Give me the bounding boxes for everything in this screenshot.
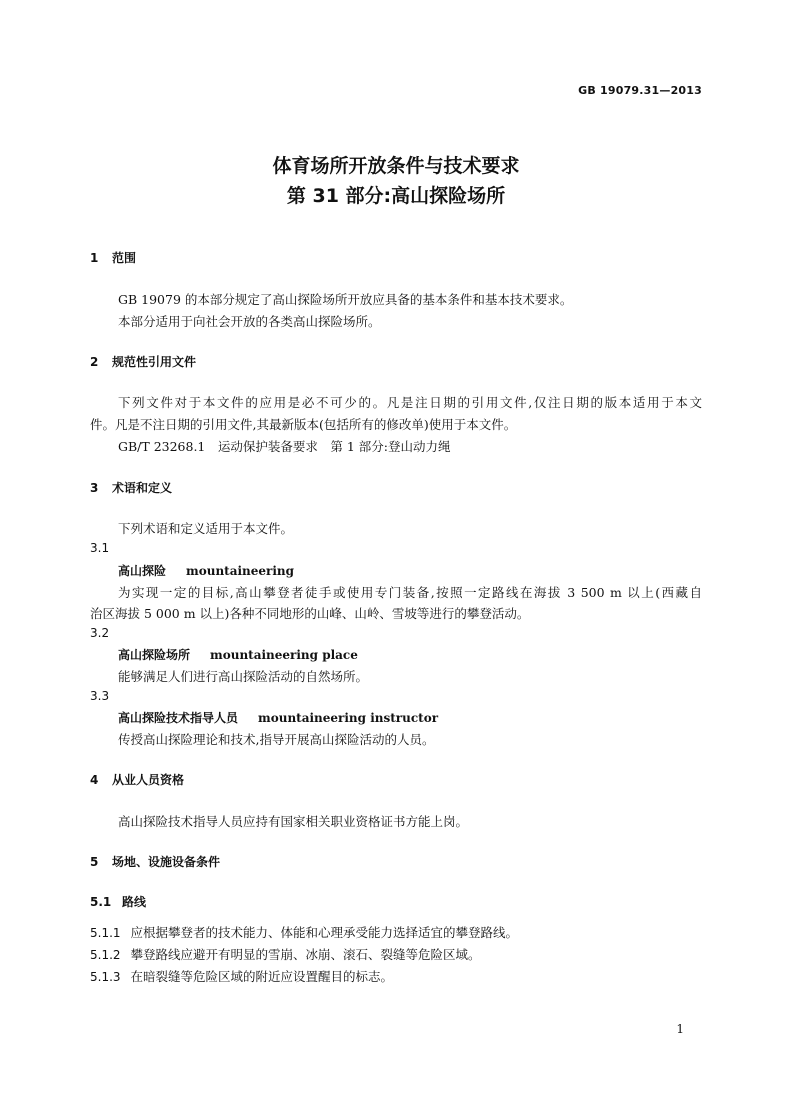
section-number: 4 [90, 773, 99, 787]
section-2-heading [90, 353, 196, 370]
paragraph: 本部分适用于向社会开放的各类高山探险场所。 [118, 314, 381, 329]
section-3-heading [90, 479, 172, 496]
section-1-heading [90, 249, 136, 266]
term-number: 3.2 [90, 626, 110, 640]
paragraph-line: 下列文件对于本文件的应用是必不可少的。凡是注日期的引用文件,仅注日期的版本适用于本文 [118, 395, 702, 410]
section-title: 范围 [112, 251, 137, 265]
section-number: 2 [90, 355, 99, 369]
clause-5-1-1 [90, 923, 518, 941]
section-4-heading [90, 771, 184, 788]
paragraph: 下列术语和定义适用于本文件。 [118, 521, 294, 536]
term-chinese: 高山探险技术指导人员 [118, 711, 239, 725]
section-title: 场地、设施设备条件 [112, 855, 221, 869]
section-number: 3 [90, 481, 99, 495]
term-english: mountaineering [186, 564, 295, 578]
section-title: 规范性引用文件 [112, 355, 197, 369]
clause-text: 在暗裂缝等危险区域的附近应设置醒目的标志。 [130, 969, 394, 984]
clause-text: 应根据攀登者的技术能力、体能和心理承受能力选择适宜的攀登路线。 [130, 925, 519, 940]
term-chinese: 高山探险 [118, 564, 167, 578]
term-definition-line: 为实现一定的目标,高山攀登者徒手或使用专门装备,按照一定路线在海拔 3 500 m 以上(西藏自 [118, 585, 702, 600]
normative-reference: GB/T 23268.1 运动保护装备要求 第 1 部分:登山动力绳 [118, 439, 451, 454]
clause-5-1-2 [90, 945, 481, 963]
standard-code: GB 19079.31—2013 [578, 84, 702, 97]
term-definition-line: 治区海拔 5 000 m 以上)各种不同地形的山峰、山岭、雪坡等进行的攀登活动。 [90, 606, 530, 621]
paragraph: GB 19079 的本部分规定了高山探险场所开放应具备的基本条件和基本技术要求。 [118, 292, 573, 307]
term-english: mountaineering instructor [258, 711, 439, 725]
subsection-title: 路线 [122, 895, 147, 909]
paragraph: 高山探险技术指导人员应持有国家相关职业资格证书方能上岗。 [118, 814, 469, 829]
term-number: 3.1 [90, 541, 110, 555]
subsection-number: 5.1 [90, 895, 112, 909]
term-definition: 能够满足人们进行高山探险活动的自然场所。 [118, 669, 369, 684]
term-number: 3.3 [90, 689, 110, 703]
term-heading [118, 646, 358, 663]
term-definition: 传授高山探险理论和技术,指导开展高山探险活动的人员。 [118, 732, 435, 747]
page-number: 1 [676, 1022, 684, 1036]
clause-number: 5.1.3 [90, 970, 121, 984]
section-title: 从业人员资格 [112, 773, 185, 787]
clause-number: 5.1.1 [90, 926, 121, 940]
term-english: mountaineering place [210, 648, 358, 662]
document-title: 体育场所开放条件与技术要求 [272, 155, 520, 177]
document-subtitle: 第 31 部分:高山探险场所 [286, 185, 506, 207]
section-title: 术语和定义 [112, 481, 173, 495]
clause-text: 攀登路线应避开有明显的雪崩、冰崩、滚石、裂缝等危险区域。 [130, 947, 481, 962]
paragraph-line: 件。凡是不注日期的引用文件,其最新版本(包括所有的修改单)使用于本文件。 [90, 417, 517, 432]
term-heading [118, 709, 438, 726]
section-5-heading [90, 853, 220, 870]
section-number: 1 [90, 251, 99, 265]
term-heading [118, 562, 294, 579]
subsection-5-1-heading [90, 893, 146, 910]
term-chinese: 高山探险场所 [118, 648, 191, 662]
clause-number: 5.1.2 [90, 948, 121, 962]
clause-5-1-3 [90, 967, 393, 985]
section-number: 5 [90, 855, 99, 869]
